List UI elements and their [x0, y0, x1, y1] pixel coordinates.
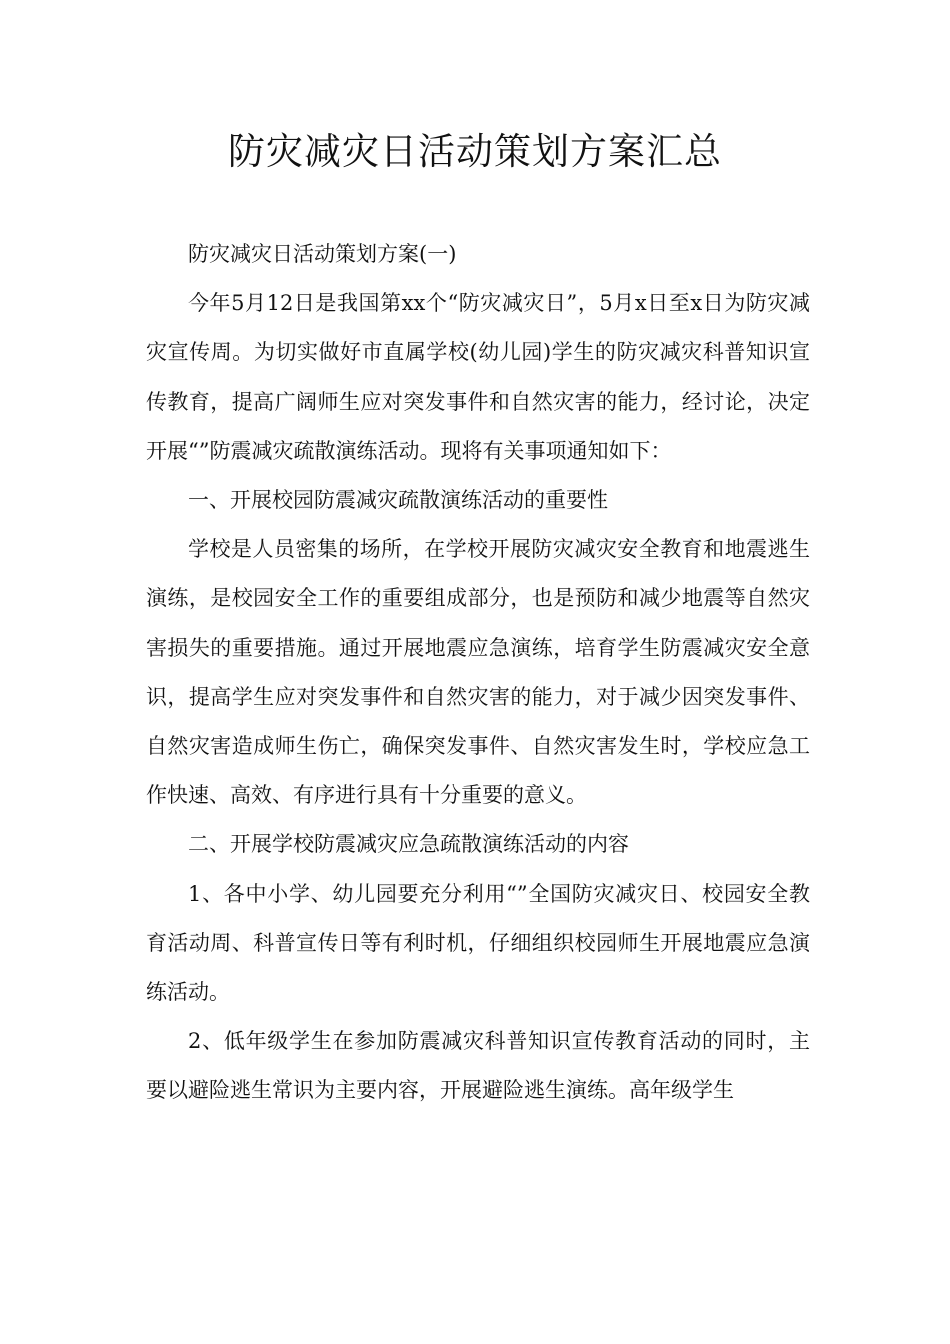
intro-paragraph: 今年5月12日是我国第xx个“防灾减灾日”，5月x日至x日为防灾减灾宣传周。为切实做好市直属学校(幼儿园)学生的防灾减灾科普知识宣传教育，提高广阔师生应对突发事件和自然灾害的能力，经讨论，决定开展“”防震减灾疏散演练活动。现将有关事项通知如下：	[146, 291, 810, 463]
plan-subtitle: 防灾减灾日活动策划方案(一)	[188, 242, 457, 266]
document-title: 防灾减灾日活动策划方案汇总	[228, 130, 722, 173]
document-body	[146, 230, 810, 1116]
section-2-item-1: 1、各中小学、幼儿园要充分利用“”全国防灾减灾日、校园安全教育活动周、科普宣传日等有利时机，仔细组织校园师生开展地震应急演练活动。	[146, 881, 810, 1005]
section-2-item-2: 2、低年级学生在参加防震减灾科普知识宣传教育活动的同时，主要以避险逃生常识为主要内容，开展避险逃生演练。高年级学生	[146, 1029, 810, 1103]
section-1-paragraph: 学校是人员密集的场所，在学校开展防灾减灾安全教育和地震逃生演练，是校园安全工作的重要组成部分，也是预防和减少地震等自然灾害损失的重要措施。通过开展地震应急演练，培育学生防震减灾安全意识，提高学生应对突发事件和自然灾害的能力，对于减少因突发事件、自然灾害造成师生伤亡，确保突发事件、自然灾害发生时，学校应急工作快速、高效、有序进行具有十分重要的意义。	[146, 537, 810, 808]
section-heading-2: 二、开展学校防震减灾应急疏散演练活动的内容	[188, 832, 629, 857]
section-heading-1: 一、开展校园防震减灾疏散演练活动的重要性	[188, 488, 608, 513]
